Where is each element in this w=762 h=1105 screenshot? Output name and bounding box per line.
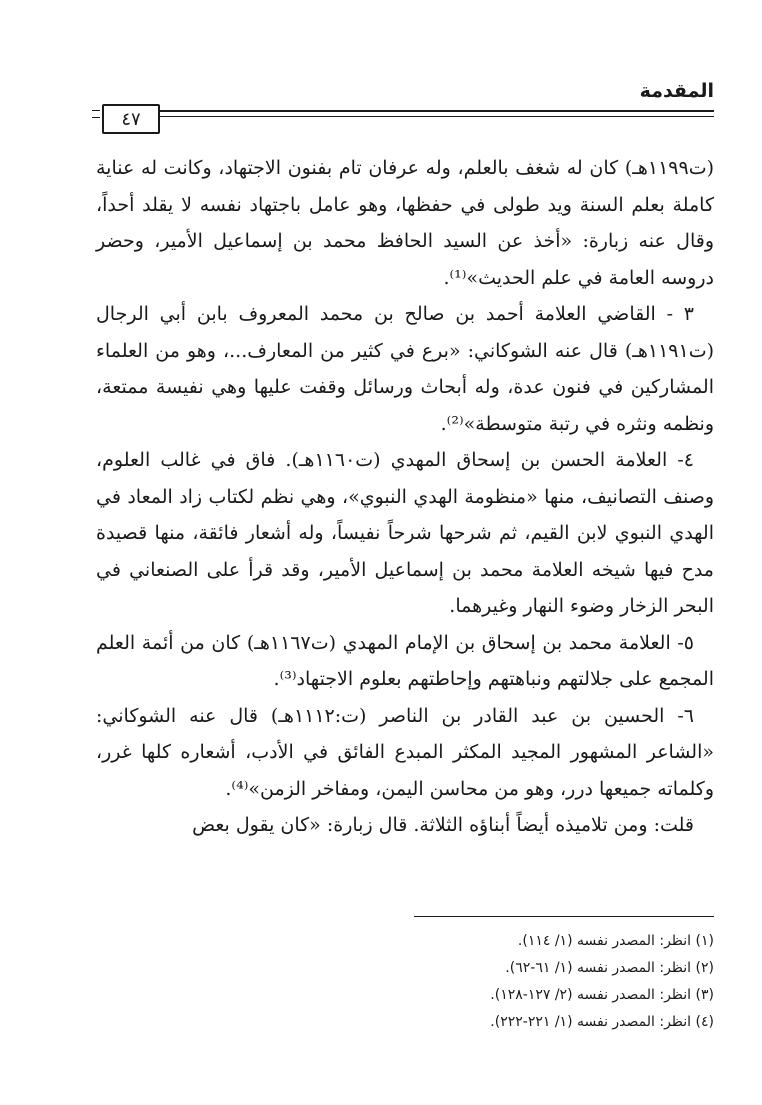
footnote-2: (٢) انظر: المصدر نفسه (١/ ٦١-٦٢). xyxy=(505,960,714,976)
body-text xyxy=(96,150,714,844)
footnote-4: (٤) انظر: المصدر نفسه (١/ ٢٢١-٢٢٢). xyxy=(490,1014,714,1030)
footnotes xyxy=(294,928,714,1036)
running-header-title: المقدمة xyxy=(639,80,714,102)
page-number-ornament xyxy=(92,110,100,118)
footnote-1: (١) انظر: المصدر نفسه (١/ ١١٤). xyxy=(517,933,714,949)
paragraph-1: (ت١١٩٩هـ) كان له شغف بالعلم، وله عرفان تام بفنون الاجتهاد، وكانت له عناية كاملة بعلم السنة ويد طولى في حفظها، وهو عامل باجتهاد نفسه لا يقلد أحداً، وقال عنه زبارة: «أخذ عن السيد الحافظ محمد بن إسماعيل الأمير، وحضر دروسه العامة في علم الحديث»⁽¹⁾. xyxy=(96,157,714,289)
footnote-3: (٣) انظر: المصدر نفسه (٢/ ١٢٧-١٢٨). xyxy=(490,987,714,1003)
header-rule-thin xyxy=(160,116,714,117)
header-rule-thick xyxy=(160,110,714,112)
paragraph-6: قلت: ومن تلاميذه أيضاً أبناؤه الثلاثة. قال زبارة: «كان يقول بعض xyxy=(192,814,694,836)
page-number xyxy=(102,104,160,134)
paragraph-3: ٤- العلامة الحسن بن إسحاق المهدي (ت١١٦٠هـ). فاق في غالب العلوم، وصنف التصانيف، منها «منظومة الهدي النبوي»، وهي نظم لكتاب زاد المعاد في الهدي النبوي لابن القيم، ثم شرحها شرحاً نفيساً، وله أشعار فائقة، منها قصيدة مدح فيها شيخه العلامة محمد بن إسماعيل الأمير، وقد قرأ على الصنعاني في البحر الزخار وضوء النهار وغيرهما. xyxy=(96,449,714,617)
footnote-separator xyxy=(414,916,714,917)
page-number-value: ٤٧ xyxy=(121,108,141,130)
paragraph-4: ٥- العلامة محمد بن إسحاق بن الإمام المهدي (ت١١٦٧هـ) كان من أئمة العلم المجمع على جلالتهم ونباهتهم وإحاطتهم بعلوم الاجتهاد⁽³⁾. xyxy=(96,631,714,690)
paragraph-5: ٦- الحسين بن عبد القادر بن الناصر (ت:١١١٢هـ) قال عنه الشوكاني: «الشاعر المشهور المجيد المكثر المبدع الفائق في الأدب، أشعاره كلها غرر، وكلماته جميعها درر، وهو من محاسن اليمن، ومفاخر الزمن»⁽⁴⁾. xyxy=(96,704,714,800)
paragraph-2: ٣ - القاضي العلامة أحمد بن صالح بن محمد المعروف بابن أبي الرجال (ت١١٩١هـ) قال عنه الشوكاني: «برع في كثير من المعارف...، وهو من العلماء المشاركين في فنون عدة، وله أبحاث ورسائل وقفت عليها وهي نفيسة ممتعة، ونظمه ونثره في رتبة متوسطة»⁽²⁾. xyxy=(96,303,714,435)
